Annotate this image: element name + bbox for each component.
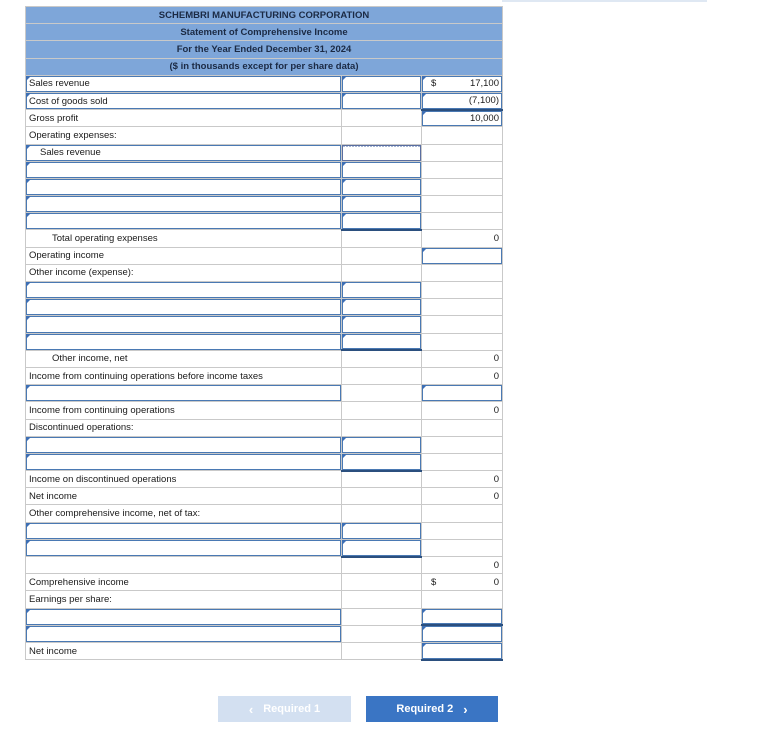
table-row <box>26 92 503 109</box>
account-select[interactable] <box>26 625 342 642</box>
account-select[interactable] <box>26 436 342 453</box>
row-label: Other income (expense): <box>26 264 342 281</box>
table-row <box>26 625 503 642</box>
amount-input[interactable] <box>342 213 422 230</box>
total-value: 0 <box>422 557 503 574</box>
table-row <box>26 539 503 556</box>
amount-input[interactable] <box>342 453 422 470</box>
total-value: 0 <box>422 367 503 384</box>
table-row <box>26 299 503 316</box>
amount-input[interactable] <box>342 299 422 316</box>
company-name: SCHEMBRI MANUFACTURING CORPORATION <box>26 7 503 24</box>
account-select[interactable] <box>26 299 342 316</box>
statement-title: Statement of Comprehensive Income <box>26 24 503 41</box>
row-label: Income on discontinued operations <box>26 471 342 488</box>
top-divider <box>502 0 707 2</box>
amount-input[interactable] <box>422 247 503 264</box>
account-select[interactable] <box>26 539 342 556</box>
table-row <box>26 350 503 367</box>
account-select[interactable]: Cost of goods sold <box>26 92 342 109</box>
table-row <box>26 522 503 539</box>
row-label: Operating expenses: <box>26 127 342 144</box>
account-select[interactable] <box>26 316 342 333</box>
amount-input[interactable] <box>422 608 503 625</box>
currency-symbol: $ <box>431 78 437 90</box>
amount-input[interactable] <box>422 385 503 402</box>
amount-input[interactable] <box>342 333 422 350</box>
amount-input[interactable] <box>342 92 422 109</box>
table-row <box>26 178 503 195</box>
amount-input[interactable] <box>342 196 422 213</box>
table-row <box>26 230 503 247</box>
table-row <box>26 75 503 92</box>
total-value: 0 <box>422 488 503 505</box>
amount-input[interactable] <box>342 161 422 178</box>
account-select[interactable] <box>26 453 342 470</box>
account-select[interactable] <box>26 282 342 299</box>
row-label: Net income <box>26 642 342 659</box>
table-row <box>26 264 503 281</box>
statement-units: ($ in thousands except for per share data) <box>26 58 503 75</box>
row-label: Income from continuing operations <box>26 402 342 419</box>
table-row <box>26 144 503 161</box>
account-select[interactable]: Sales revenue <box>26 75 342 92</box>
amount-input[interactable] <box>342 178 422 195</box>
table-row <box>26 367 503 384</box>
total-value: $ 0 <box>422 574 503 591</box>
table-row <box>26 385 503 402</box>
total-value: 0 <box>422 471 503 488</box>
table-row <box>26 196 503 213</box>
table-row <box>26 333 503 350</box>
amount-input[interactable] <box>342 436 422 453</box>
prev-required-button[interactable]: ‹ Required 1 <box>218 696 351 722</box>
row-label: Income from continuing operations before income taxes <box>26 367 342 384</box>
account-select[interactable] <box>26 333 342 350</box>
amount-input[interactable] <box>342 144 422 161</box>
chevron-left-icon: ‹ <box>248 701 254 717</box>
income-statement-table <box>25 6 503 661</box>
row-label: Discontinued operations: <box>26 419 342 436</box>
amount-input[interactable] <box>342 75 422 92</box>
row-label: Earnings per share: <box>26 591 342 608</box>
table-row <box>26 110 503 127</box>
total-value: 0 <box>422 230 503 247</box>
amount-input[interactable]: 10,000 <box>422 110 503 127</box>
row-label: Other income, net <box>26 350 342 367</box>
account-select[interactable]: Sales revenue <box>26 144 342 161</box>
row-label: Gross profit <box>26 110 342 127</box>
chevron-right-icon: › <box>463 701 468 717</box>
table-row <box>26 471 503 488</box>
account-select[interactable] <box>26 178 342 195</box>
table-row <box>26 453 503 470</box>
row-label: Operating income <box>26 247 342 264</box>
currency-symbol: $ <box>431 576 437 588</box>
row-label: Total operating expenses <box>26 230 342 247</box>
amount-input[interactable] <box>342 282 422 299</box>
account-select[interactable] <box>26 608 342 625</box>
row-label: Other comprehensive income, net of tax: <box>26 505 342 522</box>
table-row <box>26 316 503 333</box>
account-select[interactable] <box>26 196 342 213</box>
table-row <box>26 247 503 264</box>
amount-input[interactable] <box>342 522 422 539</box>
amount-input[interactable]: $ 17,100 <box>422 75 503 92</box>
table-row <box>26 127 503 144</box>
next-required-button[interactable]: Required 2 › <box>366 696 498 722</box>
amount-input[interactable]: (7,100) <box>422 92 503 109</box>
table-row <box>26 591 503 608</box>
table-row <box>26 282 503 299</box>
row-label: Net income <box>26 488 342 505</box>
statement-period: For the Year Ended December 31, 2024 <box>26 41 503 58</box>
table-row <box>26 436 503 453</box>
row-label: Comprehensive income <box>26 574 342 591</box>
account-select[interactable] <box>26 213 342 230</box>
table-row <box>26 505 503 522</box>
table-row <box>26 574 503 591</box>
table-row <box>26 419 503 436</box>
table-row <box>26 642 503 659</box>
amount-input[interactable] <box>342 539 422 556</box>
account-select[interactable] <box>26 385 342 402</box>
total-value: 0 <box>422 402 503 419</box>
table-row <box>26 402 503 419</box>
amount-input[interactable] <box>422 642 503 659</box>
table-row <box>26 488 503 505</box>
amount-input[interactable] <box>422 625 503 642</box>
table-row <box>26 161 503 178</box>
amount-input[interactable] <box>342 316 422 333</box>
total-value: 0 <box>422 350 503 367</box>
table-row <box>26 608 503 625</box>
table-row <box>26 557 503 574</box>
table-row <box>26 213 503 230</box>
account-select[interactable] <box>26 161 342 178</box>
account-select[interactable] <box>26 522 342 539</box>
